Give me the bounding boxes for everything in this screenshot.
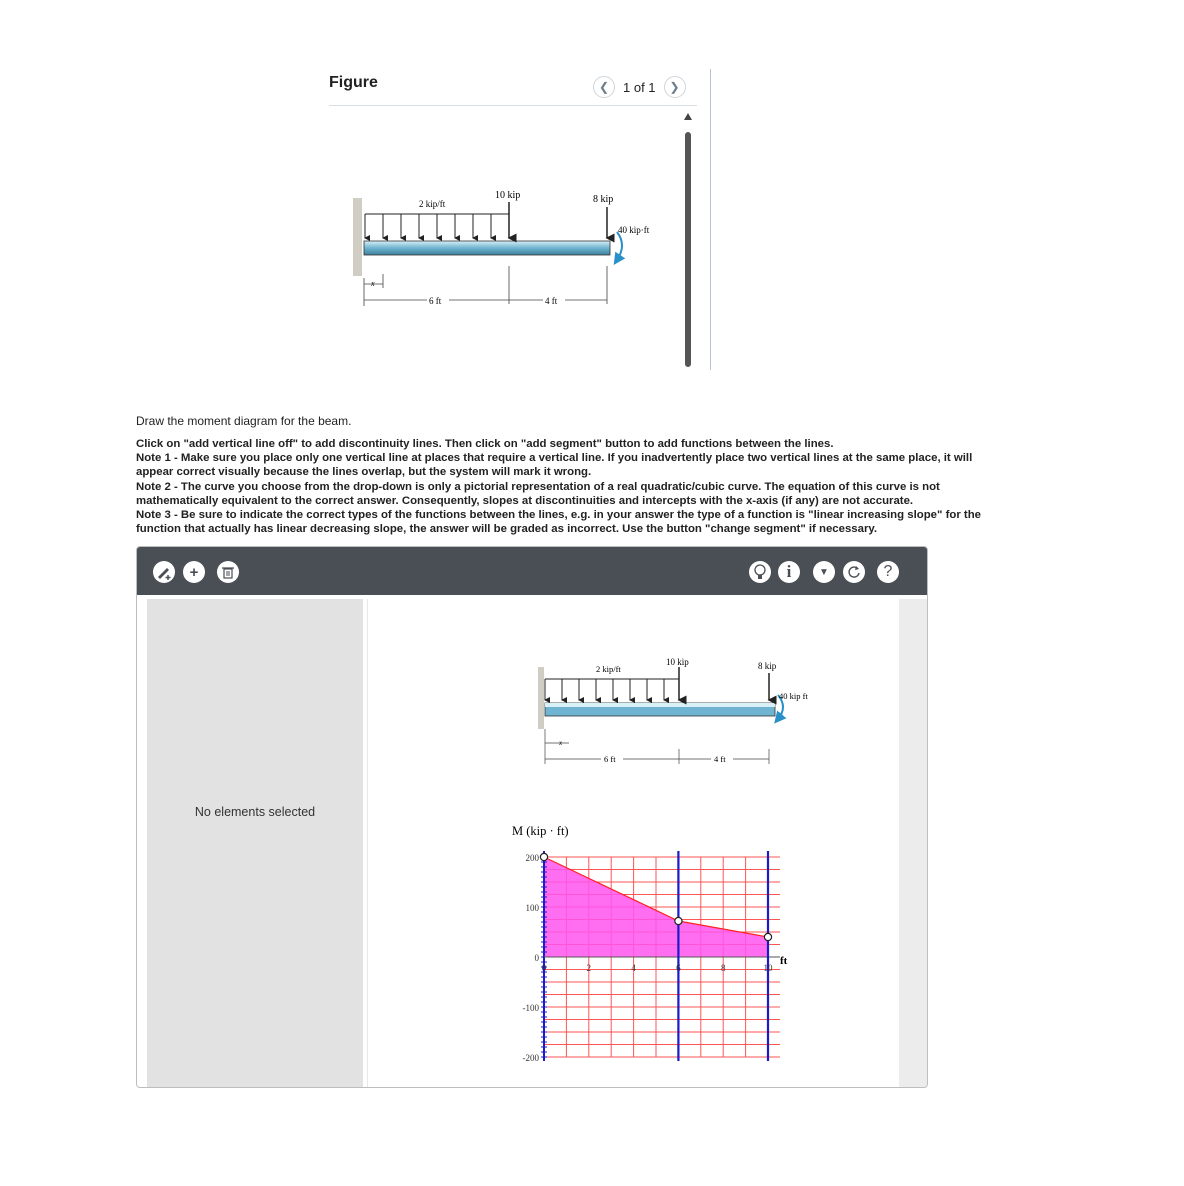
instruction-line: Note 3 - Be sure to indicate the correct types of the functions between the lines, e.g. in your answer the type of a function is "linear increasing slope" for the function that actually has linear decreasing slope, the answer will be graded as incorrect. Use the button "change segment" if necessary. (136, 509, 982, 536)
instruction-line: Click on "add vertical line off" to add discontinuity lines. Then click on "add segment" button to add functions between the lines. (136, 438, 834, 450)
toolbar (137, 547, 927, 595)
point-load-2-label: 8 kip (593, 194, 614, 205)
canvas-beam-diagram (538, 657, 808, 764)
canvas-svg[interactable] (368, 599, 900, 1087)
instruction-line: Note 2 - The curve you choose from the drop-down is only a pictorial representation of a real quadratic/cubic curve. The equation of this curve is not mathematically equivalent to the correct answer. Consequently, slopes at discontinuities and intercepts with the x-axis (if any) are not accurate. (136, 480, 940, 507)
y-tick-label: -200 (522, 1053, 539, 1063)
dist-load-label: 2 kip/ft (419, 199, 446, 209)
reset-icon[interactable] (843, 561, 865, 583)
x-tick-label: 2 (586, 963, 592, 973)
instructions (136, 437, 986, 536)
help-icon[interactable]: ? (877, 561, 899, 583)
x-label: x (559, 739, 563, 747)
data-point (540, 853, 547, 860)
trash-icon[interactable] (217, 561, 239, 583)
canvas-margin (899, 599, 927, 1087)
data-point (764, 933, 771, 940)
point-load-1-label: 10 kip (666, 657, 689, 667)
properties-panel (147, 599, 363, 1087)
x-tick-label: 4 (631, 963, 636, 973)
wall-support (353, 198, 362, 276)
dim-4ft: 4 ft (714, 754, 726, 764)
moment-label: 40 kip·ft (618, 225, 650, 235)
chart-xlabel: ft (780, 955, 788, 967)
x-tick-label: 6 (676, 963, 681, 973)
figure-pager (593, 75, 686, 99)
moment-label: 40 kip ft (779, 691, 808, 701)
instruction-line: Note 1 - Make sure you place only one vertical line at places that require a vertical line. If you inadvertently place two vertical lines at the same place, it will appear correct visually because the lines overlap, but the system will mark it wrong. (136, 452, 973, 479)
chart-ylabel: M (kip · ft) (512, 824, 569, 838)
x-tick-label: 10 (763, 963, 773, 973)
y-tick-label: 0 (534, 953, 539, 963)
x-tick-label: 0 (541, 963, 547, 973)
data-point (675, 917, 682, 924)
dist-load-label: 2 kip/ft (596, 664, 621, 674)
chevron-left-icon[interactable]: ❮ (593, 76, 615, 98)
beam (364, 241, 610, 255)
question-prompt: Draw the moment diagram for the beam. (136, 414, 352, 428)
y-tick-label: 100 (525, 903, 539, 913)
figure-title: Figure (329, 74, 378, 91)
figure-divider (329, 105, 697, 106)
selection-status: No elements selected (194, 805, 316, 819)
dim-6ft: 6 ft (429, 296, 442, 306)
moment-chart (523, 851, 781, 1063)
hint-bulb-icon[interactable] (749, 561, 771, 583)
page-indicator: 1 of 1 (623, 79, 656, 95)
x-tick-label: 8 (720, 963, 726, 973)
add-vertical-line-icon[interactable] (153, 561, 175, 583)
chevron-down-icon[interactable]: ▼ (813, 561, 835, 583)
wall-support (538, 667, 544, 729)
chevron-right-icon[interactable]: ❯ (664, 76, 686, 98)
drawing-canvas[interactable] (367, 599, 900, 1087)
add-segment-icon[interactable]: + (183, 561, 205, 583)
drawing-tool (136, 546, 928, 1088)
scrollbar-thumb[interactable] (685, 132, 691, 367)
y-tick-label: 200 (525, 853, 539, 863)
info-icon[interactable]: i (778, 561, 800, 583)
point-load-2-label: 8 kip (758, 661, 777, 671)
dim-4ft: 4 ft (545, 296, 558, 306)
panel-divider (710, 69, 711, 370)
y-tick-label: -100 (522, 1003, 539, 1013)
point-load-1-label: 10 kip (495, 190, 521, 201)
dim-6ft: 6 ft (604, 754, 616, 764)
scroll-up-icon[interactable] (684, 113, 692, 120)
x-label: x (371, 279, 375, 288)
figure-beam-diagram (345, 180, 675, 320)
